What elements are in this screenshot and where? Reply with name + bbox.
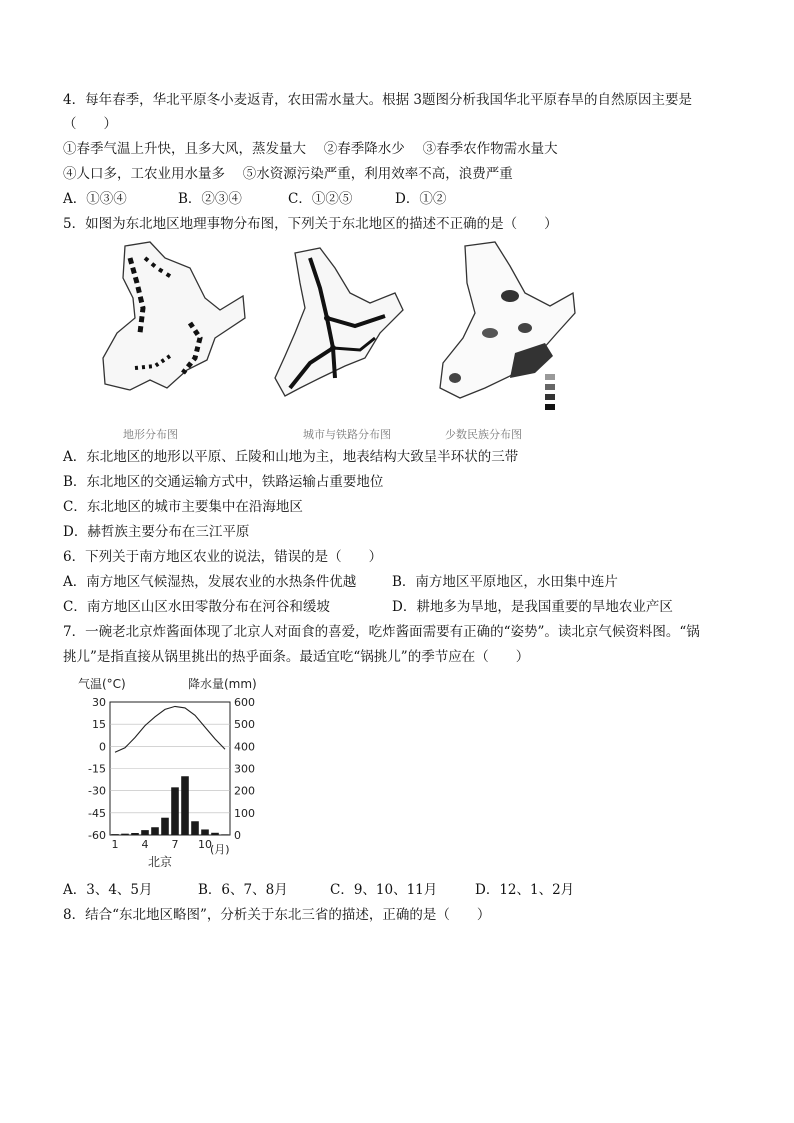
chart-right-axis-title: 降水量(mm) xyxy=(188,677,257,691)
right-tick-label: 300 xyxy=(234,762,255,776)
chart-left-axis-title: 气温(°C) xyxy=(78,677,126,691)
q4-stem-line2: （ ） xyxy=(63,116,117,132)
q6-option-c[interactable]: C．南方地区山区水田零散分布在河谷和缓坡 xyxy=(63,599,330,615)
precipitation-bar xyxy=(131,833,139,835)
q5-option-d[interactable]: D．赫哲族主要分布在三江平原 xyxy=(63,524,250,540)
precipitation-bar xyxy=(141,830,149,835)
northeast-maps-svg xyxy=(95,238,625,443)
x-tick-label: 7 xyxy=(171,838,179,851)
q6-option-d[interactable]: D．耕地多为旱地，是我国重要的旱地农业产区 xyxy=(392,599,673,615)
right-tick-label: 0 xyxy=(234,829,241,842)
q7-option-d[interactable]: D．12、1、2月 xyxy=(475,882,575,898)
precipitation-bar xyxy=(151,827,159,835)
precipitation-bars xyxy=(111,776,229,835)
ethnic-map xyxy=(440,242,575,441)
precipitation-bar xyxy=(211,833,219,835)
q7-option-b[interactable]: B．6、7、8月 xyxy=(198,882,288,898)
q5-option-b[interactable]: B．东北地区的交通运输方式中，铁路运输占重要地位 xyxy=(63,474,384,490)
city-railway-map xyxy=(275,248,403,441)
climate-chart-svg xyxy=(70,676,310,872)
q7-stem-line2: 挑儿”是指直接从锅里挑出的热乎面条。最适宜吃“锅挑儿”的季节应在（ ） xyxy=(63,649,530,665)
q7-stem-line1: 7．一碗老北京炸酱面体现了北京人对面食的喜爱，吃炸酱面需要有正确的“姿势”。读北京气候资料图。“锅 xyxy=(63,624,700,640)
left-tick-label: 0 xyxy=(99,740,106,754)
left-tick-label: -30 xyxy=(88,784,106,798)
chart-x-ticks xyxy=(112,838,213,851)
precipitation-bar xyxy=(111,834,119,835)
map-caption-cities: 城市与铁路分布图 xyxy=(303,428,391,441)
q4-option-b[interactable]: B．②③④ xyxy=(178,191,242,207)
map-caption-ethnic: 少数民族分布图 xyxy=(445,428,522,441)
q5-stem: 5．如图为东北地区地理事物分布图，下列关于东北地区的描述不正确的是（ ） xyxy=(63,216,558,232)
beijing-climate-chart xyxy=(70,676,310,872)
right-tick-label: 500 xyxy=(234,718,255,732)
precipitation-bar xyxy=(161,818,169,835)
chart-left-ticks xyxy=(88,696,106,842)
precipitation-bar xyxy=(181,776,189,835)
q7-option-a[interactable]: A．3、4、5月 xyxy=(63,882,153,898)
q7-option-c[interactable]: C．9、10、11月 xyxy=(330,882,438,898)
left-tick-label: -15 xyxy=(88,762,106,776)
terrain-map xyxy=(103,242,245,441)
precipitation-bar xyxy=(171,787,179,835)
q5-option-a[interactable]: A．东北地区的地形以平原、丘陵和山地为主，地表结构大致呈半环状的三带 xyxy=(63,449,519,465)
q8-stem: 8．结合“东北地区略图”，分析关于东北三省的描述，正确的是（ ） xyxy=(63,907,491,923)
x-tick-label: 10 xyxy=(198,838,212,851)
x-tick-label: 4 xyxy=(141,838,149,851)
right-tick-label: 200 xyxy=(234,784,255,798)
precipitation-bar xyxy=(121,834,129,835)
left-tick-label: -45 xyxy=(88,806,106,820)
chart-right-ticks xyxy=(234,696,255,842)
left-tick-label: 15 xyxy=(92,718,106,732)
right-tick-label: 400 xyxy=(234,740,255,754)
precipitation-bar xyxy=(201,829,209,835)
q6-option-b[interactable]: B．南方地区平原地区，水田集中连片 xyxy=(392,574,618,590)
q4-option-c[interactable]: C．①②⑤ xyxy=(288,191,353,207)
x-tick-label: 1 xyxy=(111,838,119,851)
right-tick-label: 600 xyxy=(234,696,255,709)
q4-option-a[interactable]: A．①③④ xyxy=(63,191,127,207)
left-tick-label: -60 xyxy=(88,829,106,842)
left-tick-label: 30 xyxy=(92,696,106,709)
chart-gridlines xyxy=(110,724,230,813)
q4-statements-line2: ④人口多，工农业用水量多 ⑤水资源污染严重，利用效率不高，浪费严重 xyxy=(63,166,513,182)
temperature-line xyxy=(115,706,225,752)
northeast-maps-figure xyxy=(95,238,625,443)
precipitation-bar xyxy=(191,821,199,835)
chart-x-axis-title: (月) xyxy=(210,843,230,856)
q6-stem: 6．下列关于南方地区农业的说法，错误的是（ ） xyxy=(63,549,383,565)
q4-stem-line1: 4．每年春季，华北平原冬小麦返青，农田需水量大。根据 3题图分析我国华北平原春旱的自然原因主要是 xyxy=(63,92,692,108)
map-caption-terrain: 地形分布图 xyxy=(123,428,178,441)
precipitation-bar xyxy=(221,834,229,835)
q6-option-a[interactable]: A．南方地区气候湿热，发展农业的水热条件优越 xyxy=(63,574,357,590)
chart-title: 北京 xyxy=(148,855,173,869)
right-tick-label: 100 xyxy=(234,806,255,820)
q4-statements-line1: ①春季气温上升快，且多大风，蒸发量大 ②春季降水少 ③春季农作物需水量大 xyxy=(63,141,558,157)
q4-option-d[interactable]: D．①② xyxy=(395,191,447,207)
q5-option-c[interactable]: C．东北地区的城市主要集中在沿海地区 xyxy=(63,499,303,515)
